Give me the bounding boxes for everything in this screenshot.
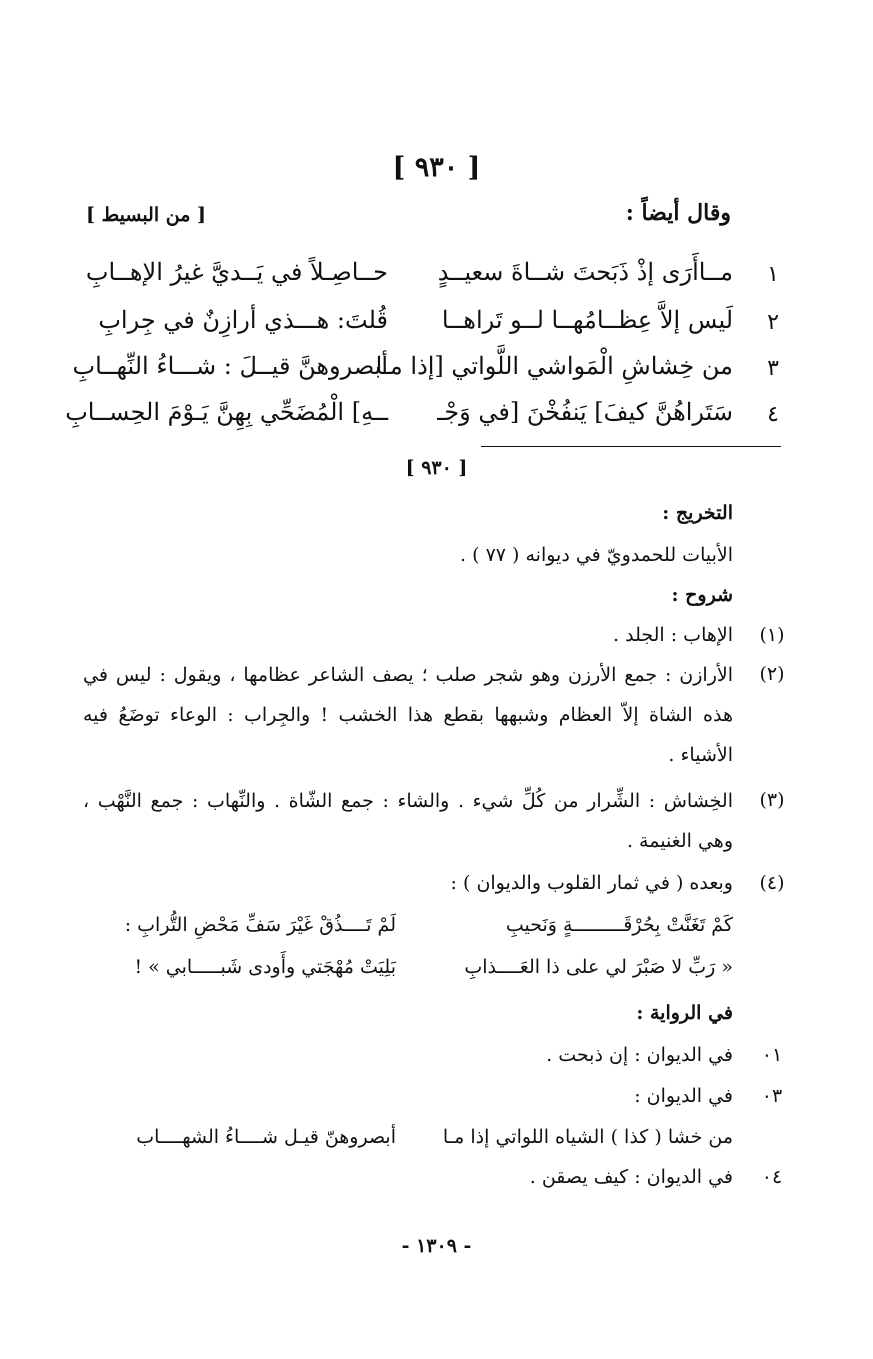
takhrij-heading: التخريج : <box>662 502 733 524</box>
shuruh-heading: شروح : <box>671 584 733 606</box>
verse-number: ١ <box>767 262 779 287</box>
page-number: - ١٣٠٩ - <box>401 1235 472 1257</box>
riwaya-verse-second-hemistich: أبصروهنّ قيـل شــــاءُ الشهــــاب <box>136 1126 396 1148</box>
extra-verse-first-hemistich: « رَبِّ لا صَبْرَ لي على ذا العَــــذابِ <box>464 956 733 978</box>
riwaya-text: في الديوان : كيف يصقن . <box>529 1166 733 1188</box>
riwaya-text: في الديوان : إن ذبحت . <box>546 1044 733 1066</box>
verse-first-hemistich: مــاأَرَى إذْ ذَبَحتَ شــاةَ سعيــدٍ <box>437 258 733 286</box>
riwaya-number: ٠٣ <box>761 1085 783 1107</box>
note-text: وبعده ( في ثمار القلوب والديوان ) : <box>450 872 733 894</box>
verse-first-hemistich: سَتَراهُنَّ كيفَ] يَنفُخْنَ [في وَجْـ <box>437 398 733 426</box>
extra-verse-second-hemistich: لَمْ تَــــذُقْ غَيْرَ سَفِّ مَحْضِ التُّرابِ : <box>124 914 396 936</box>
separator-rule <box>481 446 781 447</box>
note-number: (٣) <box>759 789 785 811</box>
note-number: (٤) <box>759 872 785 894</box>
verse-number: ٤ <box>767 402 779 427</box>
verse-second-hemistich: أبصروهنَّ قيــلَ : شـــاءُ النِّهــابِ <box>72 352 388 380</box>
note-text: الخِشاش : الشِّرار من كُلِّ شيء . والشاء : جمع الشّاة . والنِّهاب : جمع النَّهْب ، وهي الغنيمة . <box>83 790 733 852</box>
verse-first-hemistich: من خِشاشِ الْمَواشي اللَّواتي [إذا مـا <box>375 352 733 380</box>
notes-number: [ ٩٣٠ ] <box>405 457 468 479</box>
note-number: (٢) <box>759 663 785 685</box>
verse-number: ٢ <box>767 310 779 335</box>
note-text: الأرازن : جمع الأرزن وهو شجر صلب ؛ يصف الشاعر عظامها ، ويقول : ليس في هذه الشاة إلاّ العظام وشبهها بقطع هذا الخشب ! والجِراب : الوعاء توضَعُ فيه الأشياء . <box>83 664 733 766</box>
verse-second-hemistich: قُلتَ: هـــذي أرازِنٌ في جِرابِ <box>98 306 388 334</box>
note-number: (١) <box>759 624 785 646</box>
verse-first-hemistich: لَيس إلاَّ عِظــامُهــا لــو تَراهــا <box>441 306 733 334</box>
poem-number-header: [ ٩٣٠ ] <box>392 152 481 183</box>
riwaya-text: في الديوان : <box>634 1085 733 1107</box>
verse-number: ٣ <box>767 356 779 381</box>
riwaya-heading: في الرواية : <box>636 1002 733 1024</box>
riwaya-number: ٠٤ <box>761 1166 783 1188</box>
poem-intro: وقال أيضاً : <box>625 200 731 226</box>
poem-meter: [ من البسيط ] <box>86 204 206 226</box>
riwaya-verse-first-hemistich: من خشا ( كذا ) الشياه اللواتي إذا مـا <box>442 1126 733 1148</box>
verse-second-hemistich: ــهِ] الْمُضَحِّي بِهِنَّ يَـوْمَ الحِســابِ <box>65 398 388 426</box>
riwaya-number: ٠١ <box>761 1044 783 1066</box>
note-text: الإهاب : الجلد . <box>613 624 733 646</box>
extra-verse-second-hemistich: بَلِيَتْ مُهْجَتي وأَودى شَبـــــابي » ! <box>134 956 396 978</box>
extra-verse-first-hemistich: كَمْ تَغَنَّتْ بِحُرْقَـــــــــةٍ وَنَحيبِ <box>505 914 733 936</box>
verse-second-hemistich: حــاصِـلاً في يَــديَّ غيرُ الإهــابِ <box>85 258 388 286</box>
takhrij-text: الأبيات للحمدويّ في ديوانه ( ٧٧ ) . <box>460 544 733 566</box>
